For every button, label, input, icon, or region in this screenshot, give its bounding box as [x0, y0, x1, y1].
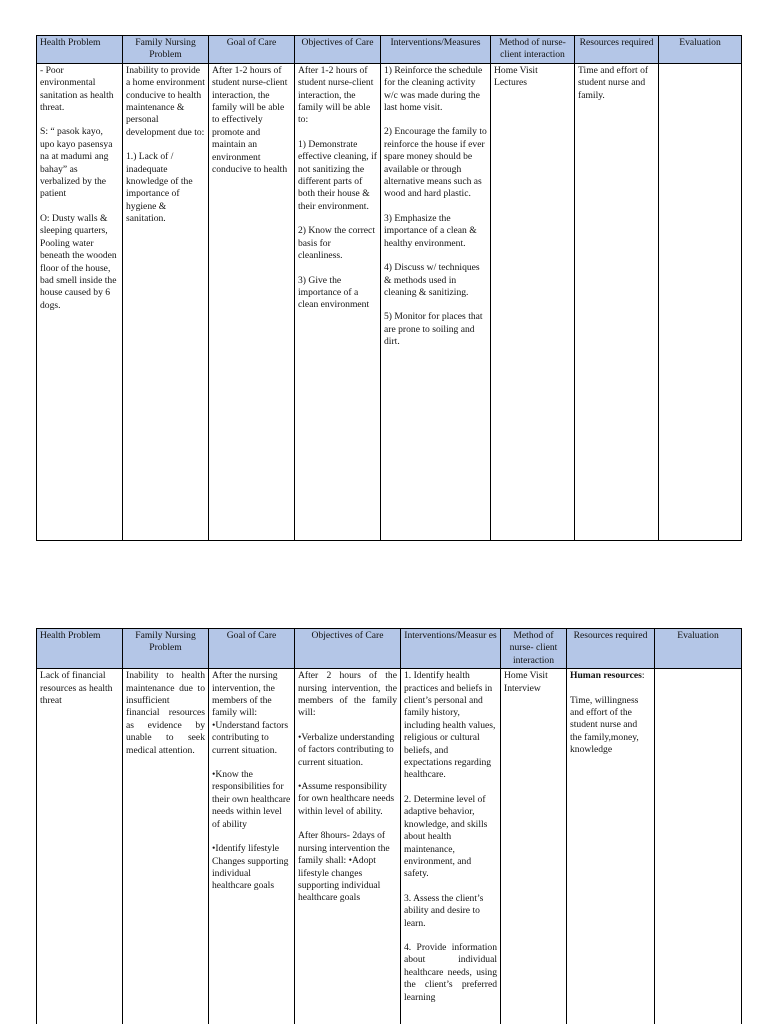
evaluation-cell: [659, 63, 742, 540]
objectives-intro: After 2 hours of the nursing intervention, the members of the family will:: [298, 670, 397, 719]
health-problem-text: - Poor environmental sanitation as health threat.: [40, 64, 114, 114]
objective-cue: O: Dusty walls & sleeping quarters, Pooling water beneath the wooden floor of the house, bad smell inside the house caused by 6 dogs.: [40, 212, 117, 311]
goal-cell: [209, 669, 295, 1024]
resources-bold: Human resources: [570, 670, 642, 682]
header-goal-of-care: Goal of Care: [209, 629, 295, 669]
header-goal-of-care: Goal of Care: [209, 36, 295, 64]
header-health-problem: Health Problem: [37, 36, 123, 64]
health-problem-cell: [37, 669, 123, 1024]
subjective-cue: S: “ pasok kayo, upo kayo pasensya na at madumi ang bahay” as verbalized by the patient: [40, 126, 113, 200]
header-evaluation: Evaluation: [659, 36, 742, 64]
header-row: [37, 36, 742, 64]
table-2-viewport: [0, 628, 768, 1024]
objective-item: 3) Give the importance of a clean environment: [298, 274, 370, 311]
header-objectives-of-care: Objectives of Care: [295, 629, 401, 669]
method-cell: [491, 63, 575, 540]
health-problem-cell: [37, 63, 123, 540]
resources-colon: :: [641, 670, 645, 682]
header-method: Method of nurse- client interaction: [501, 629, 567, 669]
intervention-item: 2. Determine level of adaptive behavior, knowledge, and skills about health maintenance, environment, and safety.: [404, 793, 488, 880]
header-method: Method of nurse- client interaction: [491, 36, 575, 64]
intervention-item: 4) Discuss w/ techniques & methods used in cleaning & sanitizing.: [384, 262, 480, 298]
objectives-cell: [295, 669, 401, 1024]
care-plan-table-1: [36, 35, 742, 541]
table-row: [37, 63, 742, 540]
interventions-cell: [381, 63, 491, 540]
resources-heading: [570, 670, 651, 682]
resources-text: Time and effort of student nurse and family.: [578, 64, 649, 101]
intervention-item: 3. Assess the client’s ability and desire to learn.: [404, 892, 484, 929]
family-problem-cell: [123, 63, 209, 540]
header-evaluation: Evaluation: [655, 629, 742, 669]
goal-text: After 1-2 hours of student nurse-client interaction, the family will be able to effectively promote and maintain an environment conducive to health: [212, 64, 288, 176]
intervention-item: 1. Identify health practices and beliefs in client’s personal and family history, including health values, religious or cultural beliefs, and expectations regarding healthcare.: [404, 670, 496, 781]
goal-item: •Know the responsibilities for their own healthcare needs within level of ability: [212, 769, 291, 830]
resources-cell: [567, 669, 655, 1024]
care-plan-table-2: [36, 628, 742, 1024]
header-row: [37, 629, 742, 669]
header-health-problem: Health Problem: [37, 629, 123, 669]
health-problem-text: Lack of financial resources as health threat: [40, 670, 113, 707]
family-problem-text: Inability to health maintenance due to insufficient financial resources as evidence by unable to seek medical attention.: [126, 670, 205, 756]
method-text: Home Visit Interview: [504, 670, 548, 694]
intervention-item: 1) Reinforce the schedule for the cleaning activity w/c was made during the last home visit.: [384, 64, 483, 114]
goal-item: After the nursing intervention, the members of the family will: •Understand factors contributing to current situation.: [212, 670, 289, 756]
interventions-cell: [401, 669, 501, 1024]
resources-cell: [575, 63, 659, 540]
objective-item: •Assume responsibility for own healthcare needs within level of ability.: [298, 781, 395, 817]
family-problem-cause: 1.) Lack of / inadequate knowledge of the importance of hygiene & sanitation.: [126, 151, 193, 225]
objectives-intro: After 1-2 hours of student nurse-client interaction, the family will be able to:: [298, 64, 374, 126]
header-resources: Resources required: [567, 629, 655, 669]
goal-item: •Identify lifestyle Changes supporting individual healthcare goals: [212, 843, 289, 892]
objective-item: After 8hours- 2days of nursing intervention the family shall: •Adopt lifestyle changes supporting individual healthcare goals: [298, 830, 390, 904]
intervention-item: 2) Encourage the family to reinforce the house if ever spare money should be available or through alternative means such as wood and hard plastic.: [384, 126, 487, 200]
intervention-item: 4. Provide information about individual healthcare needs, using the client’s preferred learning: [404, 941, 497, 1003]
family-problem-cell: [123, 669, 209, 1024]
goal-cell: [209, 63, 295, 540]
header-family-nursing-problem: Family Nursing Problem: [123, 629, 209, 669]
header-family-nursing-problem: Family Nursing Problem: [123, 36, 209, 64]
header-resources: Resources required: [575, 36, 659, 64]
intervention-item: 3) Emphasize the importance of a clean & healthy environment.: [384, 212, 477, 249]
evaluation-cell: [655, 669, 742, 1024]
method-cell: [501, 669, 567, 1024]
header-interventions: Interventions/Measur es: [401, 629, 501, 669]
objective-item: 2) Know the correct basis for cleanliness.: [298, 225, 375, 262]
objective-item: •Verbalize understanding of factors contributing to current situation.: [298, 731, 395, 768]
method-text: Home Visit Lectures: [494, 64, 538, 89]
table-row: [37, 669, 742, 1024]
objective-item: 1) Demonstrate effective cleaning, if not sanitizing the different parts of both their house & their environment.: [298, 138, 377, 212]
intervention-item: 5) Monitor for places that are prone to soiling and dirt.: [384, 311, 483, 348]
header-interventions: Interventions/Measures: [381, 36, 491, 64]
resources-text: Time, willingness and effort of the student nurse and the family,money, knowledge: [570, 694, 639, 756]
objectives-cell: [295, 63, 381, 540]
header-objectives-of-care: Objectives of Care: [295, 36, 381, 64]
family-problem-text: Inability to provide a home environment conducive to health maintenance & personal development due to:: [126, 64, 205, 138]
